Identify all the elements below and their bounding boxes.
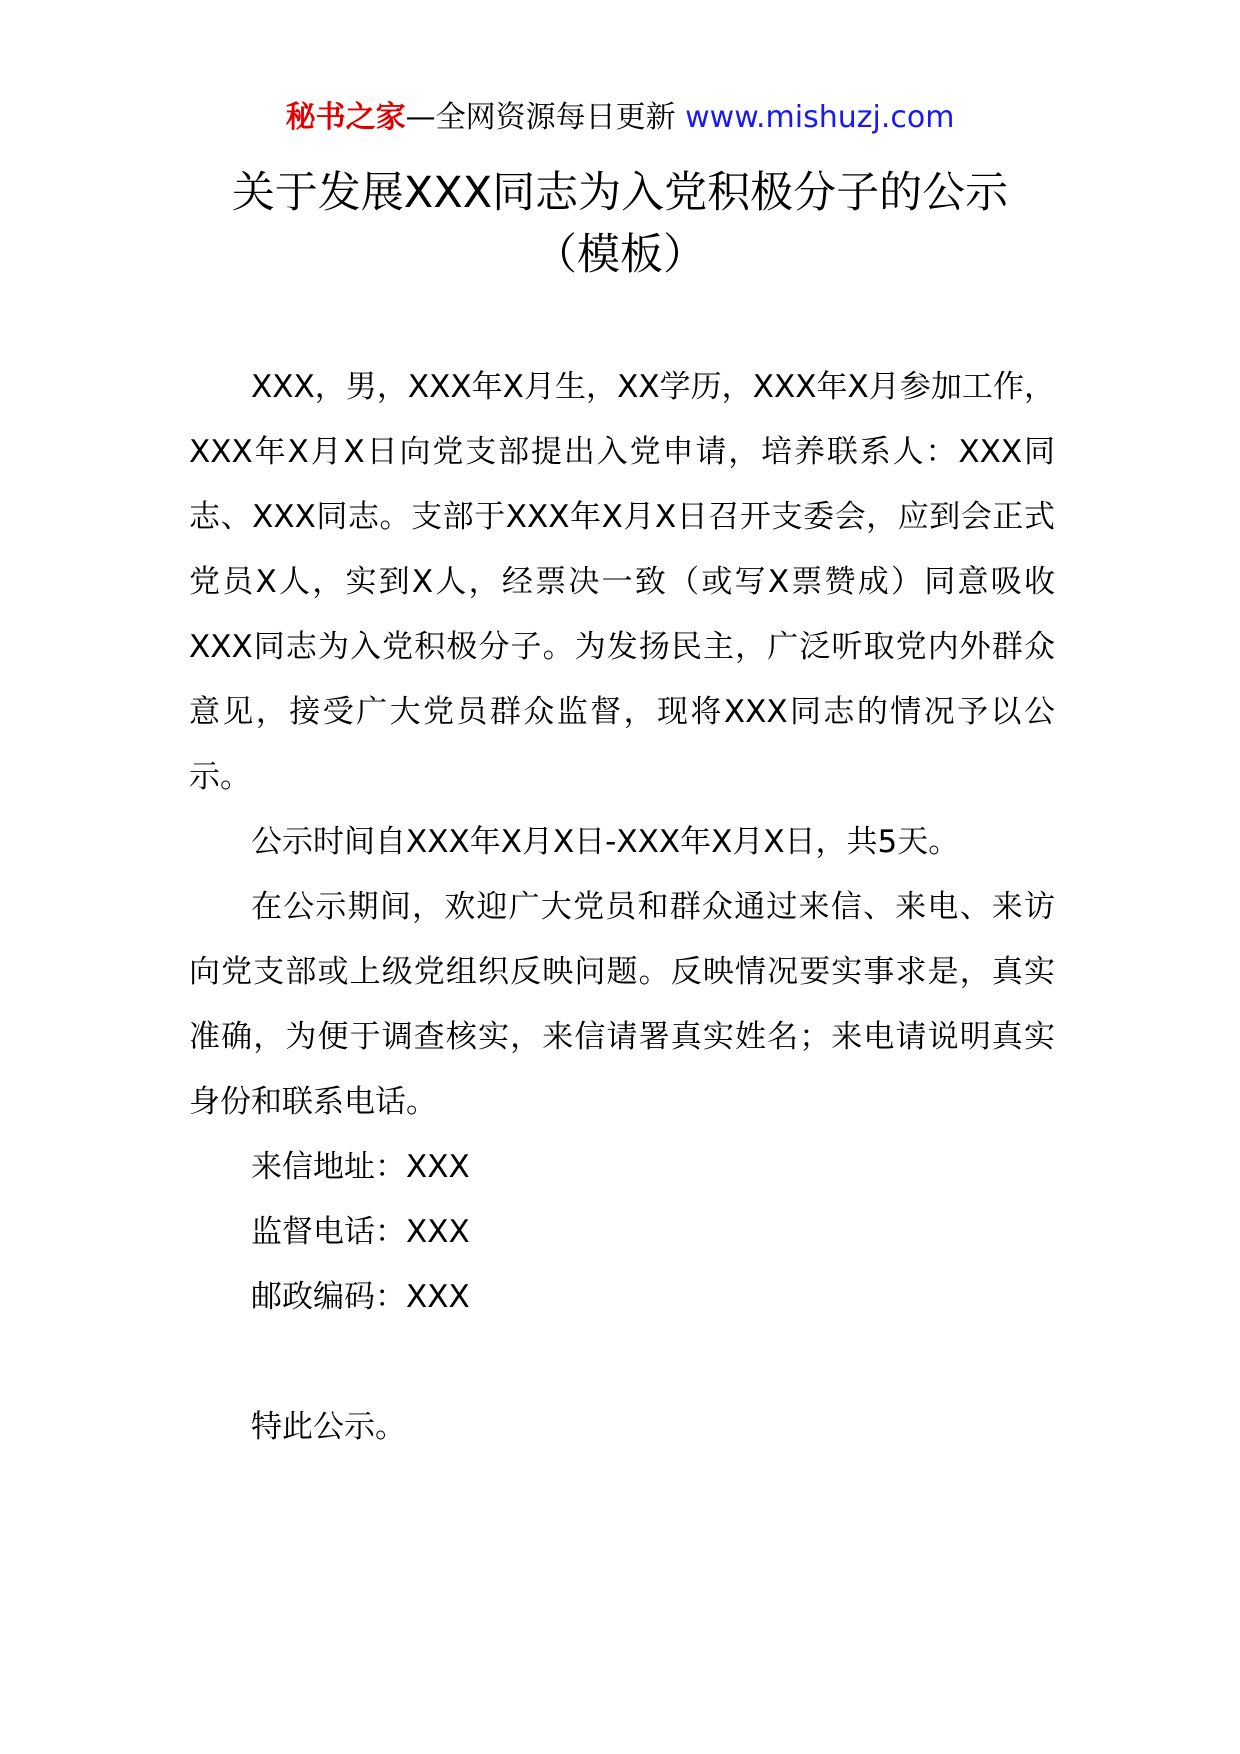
title-line-1: 关于发展XXX同志为入党积极分子的公示 — [231, 168, 1009, 218]
site-url-link[interactable]: www.mishuzj.com — [685, 100, 955, 135]
document-body — [189, 355, 1055, 1460]
blank-line — [189, 1330, 1055, 1395]
paragraph-feedback-instructions: 在公示期间，欢迎广大党员和群众通过来信、来电、来访向党支部或上级党组织反映问题。反映情况要实事求是，真实准确，为便于调查核实，来信请署真实姓名；来电请说明真实身份和联系电话。 — [189, 889, 1055, 1120]
title-line-2: （模板） — [534, 230, 706, 280]
contact-mail-address: 来信地址：XXX — [251, 1149, 470, 1185]
closing-statement: 特此公示。 — [251, 1409, 406, 1445]
document-title — [0, 162, 1240, 286]
brand-name: 秘书之家 — [285, 100, 406, 135]
paragraph-candidate-info: XXX，男，XXX年X月生，XX学历，XXX年X月参加工作，XXX年X月X日向党支部提出入党申请，培养联系人：XXX同志、XXX同志。支部于XXX年X月X日召开支委会，应到会正式党员X人，实到X人，经票决一致（或写X票赞成）同意吸收XXX同志为入党积极分子。为发扬民主，广泛听取党内外群众意见，接受广大党员群众监督，现将XXX同志的情况予以公示。 — [189, 369, 1055, 795]
contact-postal-code: 邮政编码：XXX — [251, 1279, 470, 1315]
contact-phone: 监督电话：XXX — [251, 1214, 470, 1250]
site-tagline: —全网资源每日更新 — [405, 100, 676, 135]
paragraph-publicity-period: 公示时间自XXX年X月X日-XXX年X月X日，共5天。 — [251, 824, 960, 860]
site-header — [0, 98, 1240, 138]
